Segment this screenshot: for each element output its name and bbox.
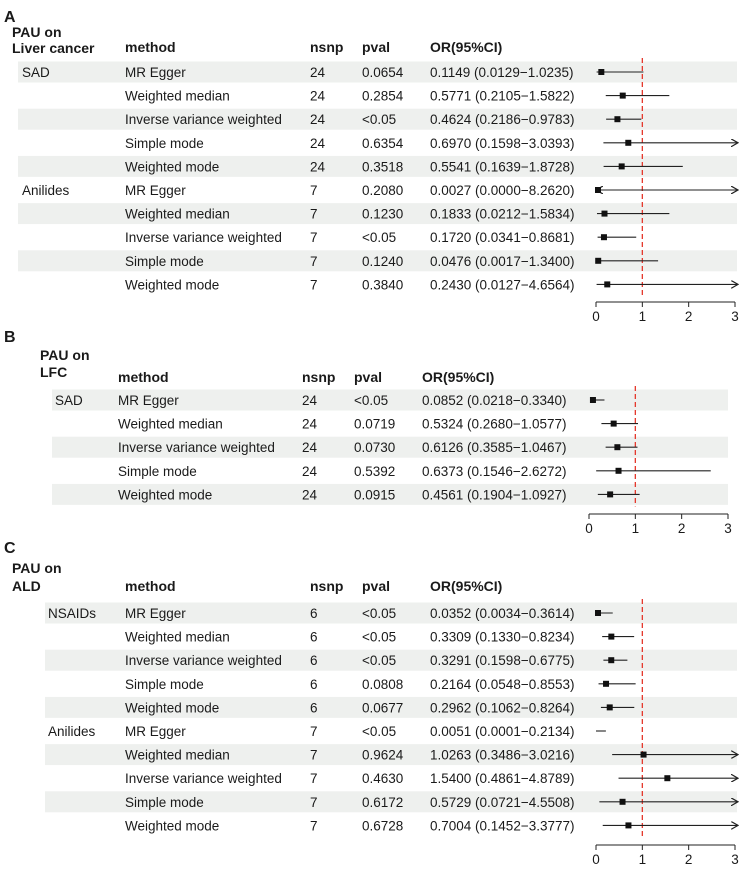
method-cell: Simple mode	[125, 676, 204, 692]
point-estimate	[614, 444, 620, 450]
method-cell: Weighted mode	[125, 700, 220, 716]
pval-cell: 0.4630	[362, 771, 404, 787]
header-nsnp: nsnp	[310, 578, 344, 594]
pval-cell: 0.0677	[362, 700, 404, 716]
panel-title-line: PAU on	[12, 560, 62, 576]
point-estimate	[614, 116, 620, 122]
table-row	[125, 89, 669, 104]
point-estimate	[601, 211, 607, 217]
table-row	[125, 818, 738, 833]
method-cell: Simple mode	[118, 463, 197, 479]
method-cell: Inverse variance weighted	[125, 653, 282, 669]
point-estimate	[616, 468, 622, 474]
panel-title-line: Liver cancer	[12, 40, 95, 56]
or-ci-cell: 0.0027 (0.0000−8.2620)	[430, 183, 575, 198]
method-cell: Simple mode	[125, 135, 204, 151]
forest-panel-c	[4, 540, 739, 867]
nsnp-cell: 24	[302, 416, 318, 432]
x-tick-label: 3	[731, 309, 739, 324]
header-method: method	[125, 39, 176, 55]
nsnp-cell: 24	[310, 112, 326, 128]
point-estimate	[598, 69, 604, 75]
pval-cell: <0.05	[362, 230, 397, 246]
table-row	[118, 487, 640, 502]
panel-letter: A	[4, 9, 16, 26]
group-label: NSAIDs	[48, 606, 97, 621]
nsnp-cell: 6	[310, 676, 318, 692]
pval-cell: 0.2080	[362, 183, 404, 198]
header-pval: pval	[362, 39, 391, 55]
point-estimate	[619, 163, 625, 169]
or-ci-cell: 0.5541 (0.1639−1.8728)	[430, 159, 575, 175]
nsnp-cell: 6	[310, 653, 318, 669]
method-cell: Inverse variance weighted	[125, 771, 282, 787]
pval-cell: <0.05	[354, 393, 389, 408]
forest-panel-a	[4, 9, 739, 324]
method-cell: Weighted median	[125, 629, 230, 645]
or-ci-cell: 0.6373 (0.1546−2.6272)	[422, 463, 567, 479]
panel-title-line: PAU on	[12, 24, 62, 40]
x-tick-label: 2	[677, 521, 686, 536]
header-or-ci: OR(95%CI)	[430, 39, 503, 55]
nsnp-cell: 24	[302, 440, 318, 456]
method-cell: Inverse variance weighted	[125, 112, 282, 128]
or-ci-cell: 0.7004 (0.1452−3.3777)	[430, 818, 575, 834]
table-row	[118, 417, 638, 432]
table-row	[125, 677, 636, 692]
or-ci-cell: 0.0852 (0.0218−0.3340)	[422, 393, 567, 408]
table-row	[125, 653, 627, 668]
nsnp-cell: 24	[310, 88, 326, 104]
point-estimate	[608, 634, 614, 640]
x-tick-label: 1	[638, 309, 647, 324]
header-pval: pval	[354, 369, 383, 385]
nsnp-cell: 7	[310, 724, 318, 739]
point-estimate	[625, 822, 631, 828]
method-cell: Weighted mode	[125, 277, 220, 293]
table-row	[22, 183, 738, 198]
header-nsnp: nsnp	[310, 39, 344, 55]
table-row	[125, 700, 634, 715]
panel-letter: C	[4, 540, 16, 557]
pval-cell: 0.0808	[362, 676, 404, 692]
pval-cell: 0.6728	[362, 818, 404, 834]
nsnp-cell: 7	[310, 253, 318, 269]
or-ci-cell: 0.4624 (0.2186−0.9783)	[430, 112, 575, 128]
table-row	[125, 771, 738, 786]
or-ci-cell: 0.2164 (0.0548−0.8553)	[430, 676, 575, 692]
or-ci-cell: 0.6970 (0.1598−3.0393)	[430, 135, 575, 151]
x-tick-label: 2	[684, 852, 693, 867]
x-tick-label: 0	[592, 309, 600, 324]
x-tick-label: 1	[638, 852, 647, 867]
or-ci-cell: 0.3309 (0.1330−0.8234)	[430, 629, 575, 645]
or-ci-cell: 0.2962 (0.1062−0.8264)	[430, 700, 575, 716]
pval-cell: <0.05	[362, 629, 397, 645]
method-cell: Inverse variance weighted	[125, 230, 282, 246]
nsnp-cell: 7	[310, 183, 318, 198]
point-estimate	[664, 775, 670, 781]
table-row	[125, 630, 634, 645]
pval-cell: 0.0915	[354, 487, 396, 503]
point-estimate	[641, 752, 647, 758]
point-estimate	[595, 258, 601, 264]
point-estimate	[625, 140, 631, 146]
header-method: method	[125, 578, 176, 594]
point-estimate	[608, 657, 614, 663]
header-method: method	[118, 369, 169, 385]
point-estimate	[595, 187, 601, 193]
x-tick-label: 0	[585, 521, 593, 536]
group-label: Anilides	[22, 183, 70, 198]
table-row	[125, 277, 738, 292]
method-cell: MR Egger	[125, 724, 186, 739]
point-estimate	[595, 610, 601, 616]
panel-title-line: LFC	[40, 364, 68, 380]
or-ci-cell: 0.2430 (0.0127−4.6564)	[430, 277, 575, 293]
pval-cell: <0.05	[362, 653, 397, 669]
forest-panel-b	[4, 329, 732, 536]
group-label: SAD	[22, 65, 50, 80]
point-estimate	[604, 281, 610, 287]
or-ci-cell: 0.0352 (0.0034−0.3614)	[430, 606, 575, 621]
or-ci-cell: 0.6126 (0.3585−1.0467)	[422, 440, 567, 456]
or-ci-cell: 0.1833 (0.0212−1.5834)	[430, 206, 575, 222]
point-estimate	[590, 397, 596, 403]
method-cell: Weighted median	[125, 88, 230, 104]
or-ci-cell: 1.0263 (0.3486−3.0216)	[430, 747, 575, 763]
method-cell: Weighted median	[118, 416, 223, 432]
group-label: SAD	[55, 393, 83, 408]
header-pval: pval	[362, 578, 391, 594]
method-cell: Inverse variance weighted	[118, 440, 275, 456]
panel-letter: B	[4, 329, 16, 346]
x-tick-label: 3	[724, 521, 732, 536]
nsnp-cell: 24	[310, 135, 326, 151]
or-ci-cell: 0.5324 (0.2680−1.0577)	[422, 416, 567, 432]
point-estimate	[620, 93, 626, 99]
pval-cell: 0.5392	[354, 463, 396, 479]
point-estimate	[620, 799, 626, 805]
or-ci-cell: 0.0476 (0.0017−1.3400)	[430, 253, 575, 269]
group-label: Anilides	[48, 724, 96, 739]
table-row	[48, 724, 606, 739]
method-cell: MR Egger	[125, 183, 186, 198]
pval-cell: <0.05	[362, 112, 397, 128]
table-row	[125, 230, 636, 245]
pval-cell: <0.05	[362, 724, 397, 739]
or-ci-cell: 1.5400 (0.4861−4.8789)	[430, 771, 575, 787]
or-ci-cell: 0.1720 (0.0341−0.8681)	[430, 230, 575, 246]
pval-cell: 0.3518	[362, 159, 404, 175]
nsnp-cell: 6	[310, 606, 318, 621]
x-tick-label: 0	[592, 852, 600, 867]
method-cell: MR Egger	[118, 393, 179, 408]
x-tick-label: 1	[631, 521, 640, 536]
table-row	[125, 136, 738, 151]
method-cell: Simple mode	[125, 253, 204, 269]
or-ci-cell: 0.0051 (0.0001−0.2134)	[430, 724, 575, 739]
point-estimate	[601, 234, 607, 240]
pval-cell: 0.0654	[362, 65, 404, 80]
nsnp-cell: 7	[310, 230, 318, 246]
nsnp-cell: 6	[310, 629, 318, 645]
point-estimate	[607, 704, 613, 710]
nsnp-cell: 7	[310, 794, 318, 810]
method-cell: Simple mode	[125, 794, 204, 810]
nsnp-cell: 6	[310, 700, 318, 716]
method-cell: Weighted median	[125, 747, 230, 763]
or-ci-cell: 0.5771 (0.2105−1.5822)	[430, 88, 575, 104]
point-estimate	[603, 681, 609, 687]
nsnp-cell: 7	[310, 277, 318, 293]
method-cell: Weighted mode	[125, 818, 220, 834]
pval-cell: <0.05	[362, 606, 397, 621]
pval-cell: 0.0730	[354, 440, 396, 456]
pval-cell: 0.3840	[362, 277, 404, 293]
panel-title-line: PAU on	[40, 347, 90, 363]
pval-cell: 0.1240	[362, 253, 404, 269]
pval-cell: 0.0719	[354, 416, 396, 432]
or-ci-cell: 0.5729 (0.0721−4.5508)	[430, 794, 575, 810]
table-row	[125, 112, 641, 127]
method-cell: Weighted mode	[125, 159, 220, 175]
pval-cell: 0.2854	[362, 88, 404, 104]
nsnp-cell: 24	[302, 463, 318, 479]
header-or-ci: OR(95%CI)	[422, 369, 495, 385]
nsnp-cell: 24	[302, 487, 318, 503]
or-ci-cell: 0.1149 (0.0129−1.0235)	[430, 65, 574, 80]
table-row	[118, 440, 637, 455]
nsnp-cell: 7	[310, 771, 318, 787]
nsnp-cell: 7	[310, 818, 318, 834]
nsnp-cell: 7	[310, 747, 318, 763]
or-ci-cell: 0.3291 (0.1598−0.6775)	[430, 653, 575, 669]
method-cell: Weighted mode	[118, 487, 213, 503]
nsnp-cell: 7	[310, 206, 318, 222]
pval-cell: 0.6354	[362, 135, 404, 151]
method-cell: MR Egger	[125, 65, 186, 80]
method-cell: Weighted median	[125, 206, 230, 222]
header-or-ci: OR(95%CI)	[430, 578, 503, 594]
pval-cell: 0.9624	[362, 747, 404, 763]
or-ci-cell: 0.4561 (0.1904−1.0927)	[422, 487, 567, 503]
nsnp-cell: 24	[310, 65, 326, 80]
x-tick-label: 2	[684, 309, 693, 324]
point-estimate	[607, 491, 613, 497]
x-tick-label: 3	[731, 852, 739, 867]
table-row	[118, 464, 711, 479]
nsnp-cell: 24	[310, 159, 326, 175]
nsnp-cell: 24	[302, 393, 318, 408]
header-nsnp: nsnp	[302, 369, 336, 385]
point-estimate	[611, 421, 617, 427]
method-cell: MR Egger	[125, 606, 186, 621]
pval-cell: 0.6172	[362, 794, 404, 810]
pval-cell: 0.1230	[362, 206, 404, 222]
panel-title-line: ALD	[12, 578, 41, 594]
